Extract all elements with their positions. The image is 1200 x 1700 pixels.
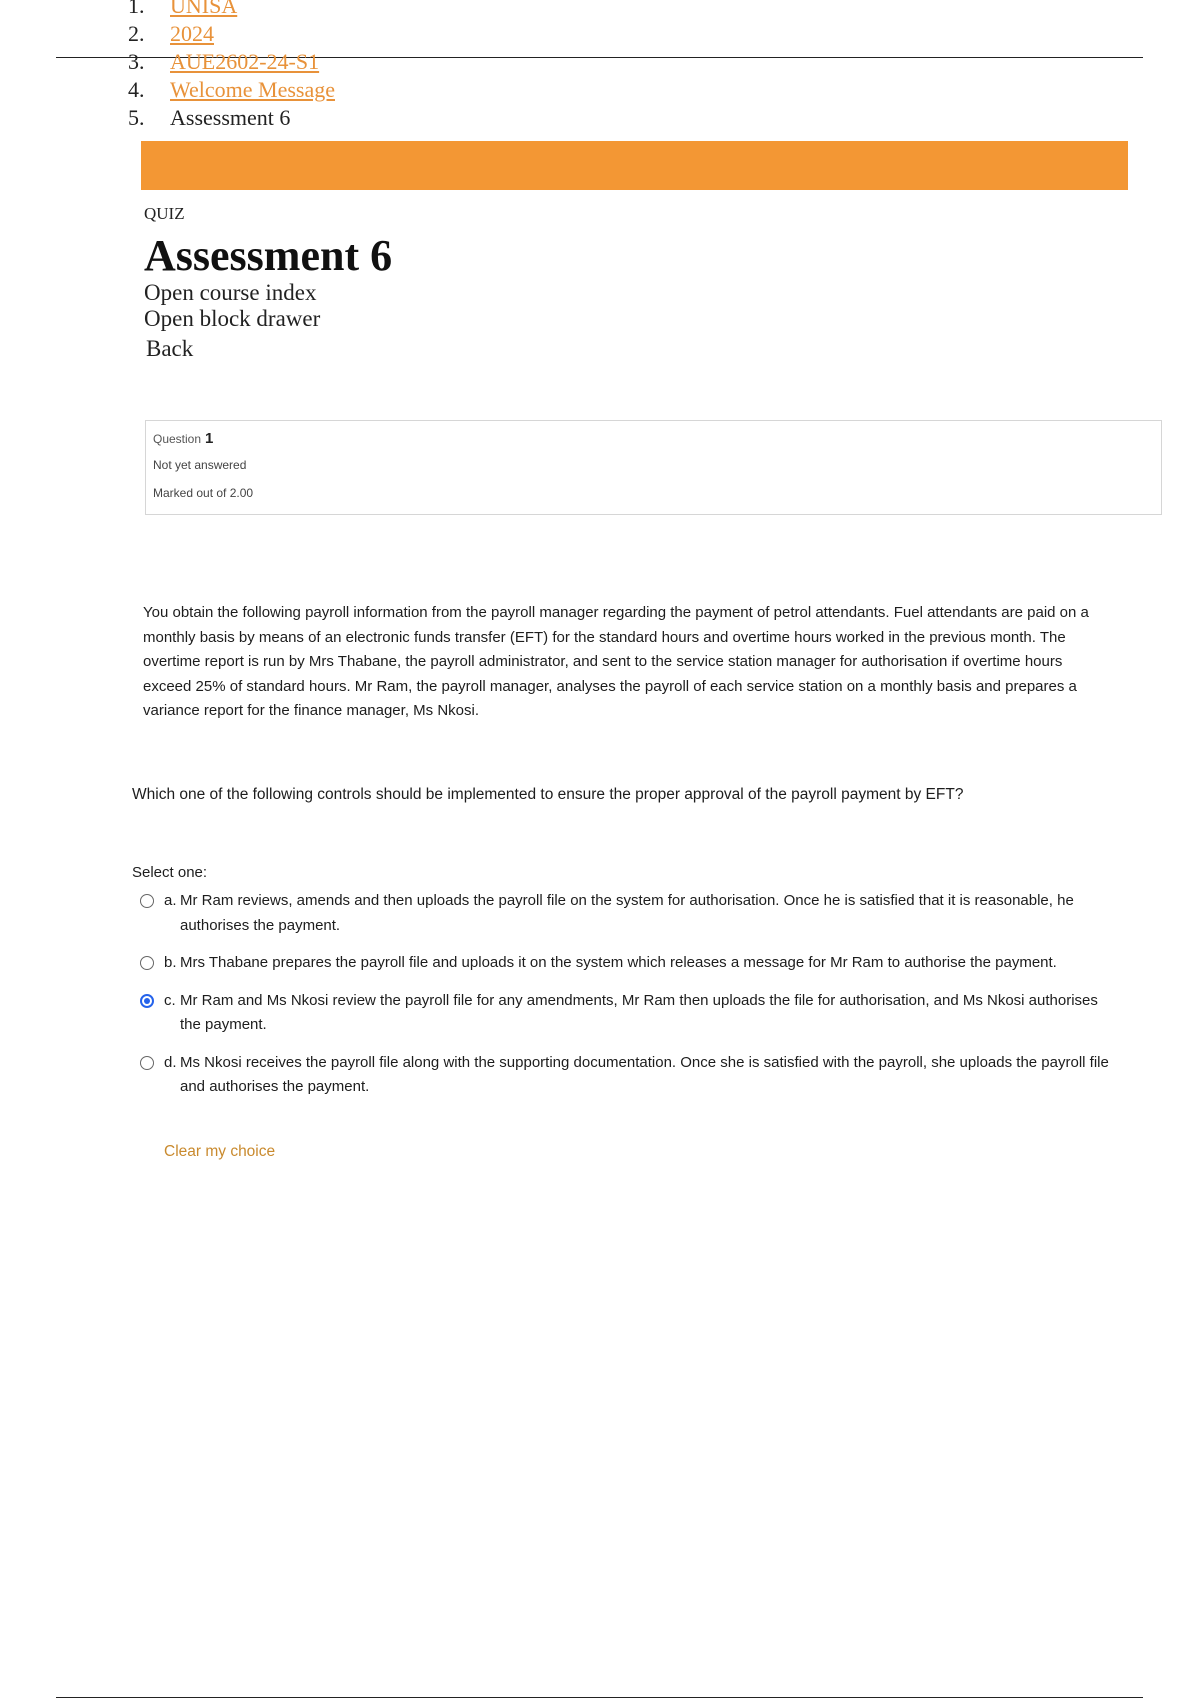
answer-option-a[interactable] <box>140 889 1120 938</box>
breadcrumb-link-year[interactable]: 2024 <box>170 21 214 46</box>
option-label: Mrs Thabane prepares the payroll file and uploads it on the system which releases a message for Mr Ram to authorise the payment. <box>180 954 1057 971</box>
question-text: Which one of the following controls should be implemented to ensure the proper approval of the payroll payment by EFT? <box>132 786 964 803</box>
select-one-label: Select one: <box>132 864 208 881</box>
question-label: Question <box>153 432 202 446</box>
option-letter: a. <box>164 892 177 909</box>
activity-kind: QUIZ <box>144 204 185 223</box>
breadcrumb-item-current <box>128 104 335 132</box>
breadcrumb-item-welcome[interactable] <box>128 76 335 104</box>
option-letter: d. <box>164 1053 177 1071</box>
option-letter: b. <box>164 954 177 971</box>
radio-button-b[interactable] <box>140 956 154 970</box>
breadcrumb-current: Assessment 6 <box>170 105 291 130</box>
breadcrumb-item-year[interactable] <box>128 20 335 48</box>
option-letter: c. <box>164 991 176 1009</box>
breadcrumb-item-unisa[interactable] <box>128 0 335 20</box>
option-label: Mr Ram and Ms Nkosi review the payroll file for any amendments, Mr Ram then uploads the file for authorisation, and Ms Nkosi authorises the payment. <box>180 991 1098 1033</box>
option-label: Mr Ram reviews, amends and then uploads the payroll file on the system for authorisation. Once he is satisfied that it is reasonable, he authorises the payment. <box>180 892 1074 934</box>
breadcrumb <box>128 0 335 132</box>
breadcrumb-number: 3. <box>128 49 145 74</box>
question-status: Not yet answered <box>153 458 247 472</box>
question-info-box <box>145 420 1162 515</box>
answer-option-text <box>164 951 1120 976</box>
clear-choice-link[interactable]: Clear my choice <box>164 1143 276 1160</box>
answer-option-text <box>164 1051 1120 1100</box>
question-number-line <box>153 427 1154 451</box>
radio-button-a[interactable] <box>140 894 154 908</box>
answer-option-b[interactable] <box>140 951 1120 976</box>
radio-button-c[interactable] <box>140 994 154 1008</box>
answer-option-text <box>164 989 1120 1038</box>
header-banner <box>141 141 1128 190</box>
breadcrumb-link-welcome[interactable]: Welcome Message <box>170 77 335 102</box>
answer-options <box>140 889 1120 1113</box>
answer-option-d[interactable] <box>140 1051 1120 1100</box>
breadcrumb-number: 4. <box>128 77 145 102</box>
answer-option-c[interactable] <box>140 989 1120 1038</box>
option-label: Ms Nkosi receives the payroll file along with the supporting documentation. Once she is satisfied with the payroll, she uploads the payroll file and authorises the payment. <box>180 1053 1109 1095</box>
drawer-links <box>144 280 320 362</box>
breadcrumb-number: 1. <box>128 0 145 18</box>
breadcrumb-link-course[interactable]: AUE2602-24-S1 <box>170 49 320 74</box>
breadcrumb-link-unisa[interactable]: UNISA <box>170 0 238 18</box>
question-marks: Marked out of 2.00 <box>153 486 254 500</box>
open-block-drawer-button[interactable]: Open block drawer <box>144 306 321 331</box>
bottom-divider <box>56 1697 1143 1698</box>
question-prompt: You obtain the following payroll information from the payroll manager regarding the payment of petrol attendants. Fuel attendants are paid on a monthly basis by means of an electronic funds transfer (EFT) for the standard hours and overtime hours worked in the previous month. The overtime report is run by Mrs Thabane, the payroll administrator, and sent to the service station manager for authorisation if overtime hours exceed 25% of standard hours. Mr Ram, the payroll manager, analyses the payroll of each service station on a monthly basis and prepares a variance report for the finance manager, Ms Nkosi. <box>143 604 1089 719</box>
breadcrumb-number: 5. <box>128 105 145 130</box>
open-course-index-button[interactable]: Open course index <box>144 280 317 305</box>
answer-option-text <box>164 889 1120 938</box>
radio-button-d[interactable] <box>140 1056 154 1070</box>
breadcrumb-number: 2. <box>128 21 145 46</box>
question-number: 1 <box>205 430 214 447</box>
breadcrumb-item-course[interactable] <box>128 48 335 76</box>
back-button[interactable]: Back <box>146 336 194 361</box>
page-title: Assessment 6 <box>144 231 393 280</box>
